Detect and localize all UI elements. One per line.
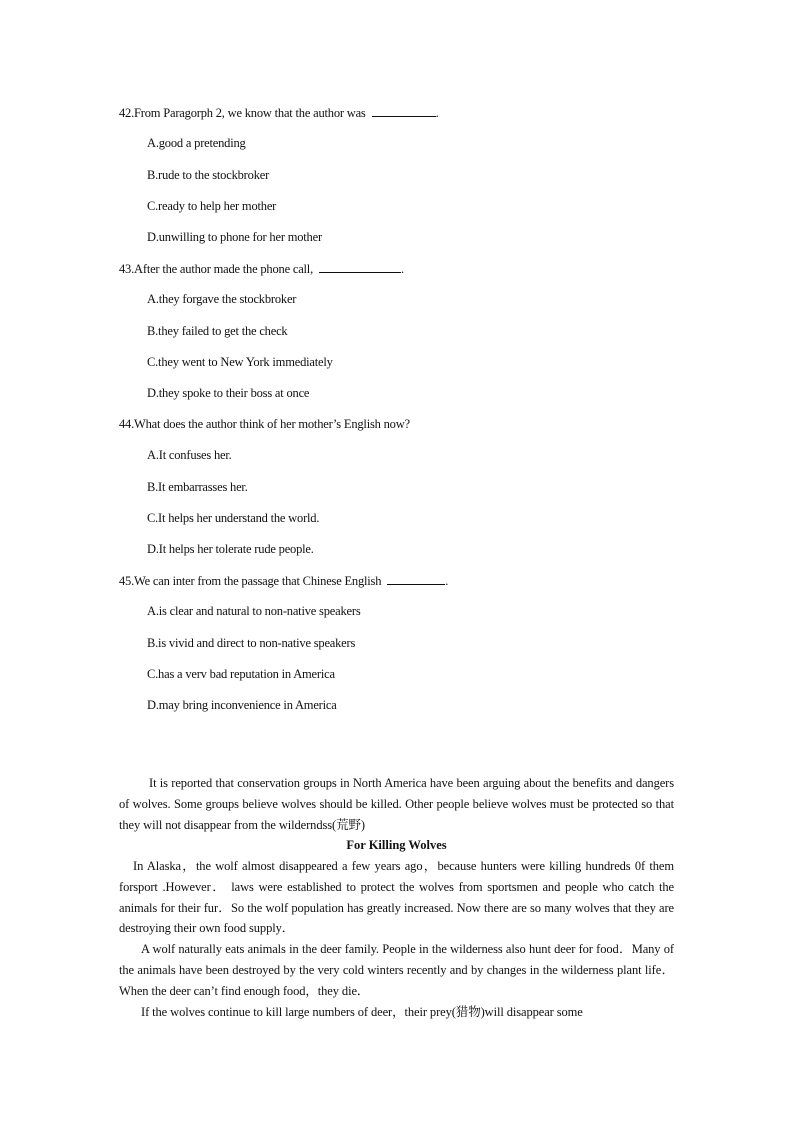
stem-period: . <box>435 106 439 120</box>
intro-paragraph: It is reported that conservation groups in North America have been arguing about the benefits and dangers of wolves. Some groups believe wolves should be killed. Other people believe wolves must be protected so that they will not disappear from the wilderndss(荒野) <box>119 776 674 832</box>
option-44-d: D.It helps her tolerate rude people. <box>147 542 314 556</box>
question-stem: 42.From Paragorph 2, we know that the author was <box>119 106 366 120</box>
passage-intro <box>119 773 674 835</box>
question-45 <box>119 573 448 589</box>
passage-title: For Killing Wolves <box>346 838 447 852</box>
question-42 <box>119 105 439 121</box>
option-44-c: C.It helps her understand the world. <box>147 511 320 525</box>
option-42-c: C.ready to help her mother <box>147 199 277 213</box>
option-43-d: D.they spoke to their boss at once <box>147 386 310 400</box>
question-stem: 44.What does the author think of her mother’s English now? <box>119 417 410 431</box>
option-44-a: A.It confuses her. <box>147 448 232 462</box>
option-44-b: B.It embarrasses her. <box>147 480 248 494</box>
option-42-d: D.unwilling to phone for her mother <box>147 230 322 244</box>
paragraph-1: In Alaska，the wolf almost disappeared a few years ago，because hunters were killing hundreds 0f them forsport .However． laws were established to protect the wolves from sportsmen and people who catch the animals for their fur．So the wolf population has greatly increased. Now there are so many wolves that they are destroying their own food supply． <box>119 859 674 936</box>
option-45-d: D.may bring inconvenience in America <box>147 698 337 712</box>
option-43-c: C.they went to New York immediately <box>147 355 333 369</box>
stem-period: . <box>401 262 404 276</box>
stem-period: . <box>445 574 449 588</box>
option-45-b: B.is vivid and direct to non-native speakers <box>147 636 356 650</box>
answer-blank <box>387 573 445 585</box>
option-43-a: A.they forgave the stockbroker <box>147 292 297 306</box>
option-45-c: C.has a verv bad reputation in America <box>147 667 335 681</box>
option-45-a: A.is clear and natural to non-native speakers <box>147 604 361 618</box>
question-43 <box>119 261 404 277</box>
passage-body <box>119 856 674 1022</box>
question-stem: 43.After the author made the phone call, <box>119 262 314 276</box>
paragraph-3: If the wolves continue to kill large numbers of deer，their prey(猎物)will disappear some <box>141 1004 583 1019</box>
answer-blank <box>372 105 436 117</box>
option-42-a: A.good a pretending <box>147 136 246 150</box>
paragraph-2: A wolf naturally eats animals in the deer family. People in the wilderness also hunt deer for food．Many of the animals have been destroyed by the very cold winters recently and by changes in the wilderness plant life．When the deer can’t find enough food，they die． <box>119 942 674 998</box>
question-44 <box>119 417 410 432</box>
option-43-b: B.they failed to get the check <box>147 324 288 338</box>
question-stem: 45.We can inter from the passage that Chinese English <box>119 574 382 588</box>
option-42-b: B.rude to the stockbroker <box>147 168 270 182</box>
answer-blank <box>319 261 401 273</box>
